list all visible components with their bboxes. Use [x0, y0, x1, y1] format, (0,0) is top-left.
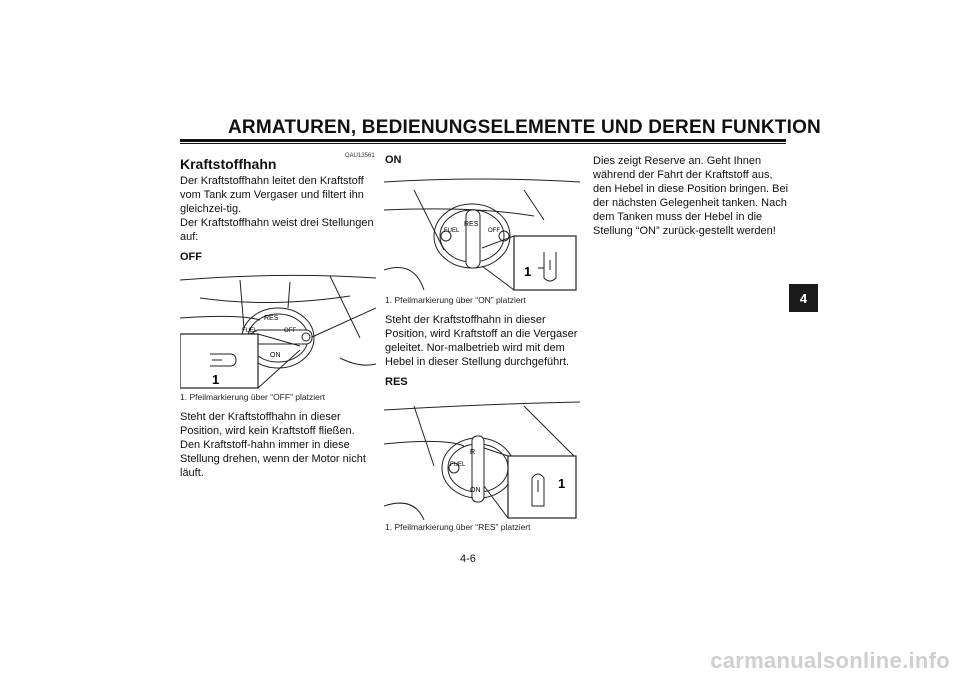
on-fig-res: RES — [464, 221, 479, 228]
on-fig-off: OFF — [488, 228, 500, 234]
off-fig-callout: 1 — [212, 372, 220, 387]
positions-intro: Der Kraftstoffhahn weist drei Stellungen auf: — [180, 217, 374, 243]
off-fig-off: OFF — [284, 328, 296, 334]
on-caption: 1. Pfeilmarkierung über “ON” platziert — [385, 295, 526, 305]
res-inset-box — [508, 456, 576, 518]
header-rule-thin — [180, 143, 786, 144]
res-text: Dies zeigt Reserve an. Geht Ihnen während der Fahrt der Kraftstoff aus, den Hebel in diese Position bringen. Bei der nächsten Gelegenheit tanken. Nach dem Tanken muss der Hebel in die Stellung “ON” zurück-gestellt werden! — [593, 155, 789, 237]
res-fig-r: R — [470, 449, 476, 456]
off-figure — [180, 268, 376, 390]
res-figure — [384, 396, 580, 520]
header-rule-thick — [180, 139, 786, 142]
off-caption: 1. Pfeilmarkierung über “OFF” platziert — [180, 392, 326, 402]
off-fig-fuel: FUEL — [242, 328, 258, 334]
res-caption: 1. Pfeilmarkierung über “RES” platziert — [385, 522, 531, 532]
chapter-tab: 4 — [789, 284, 818, 312]
res-fig-fuel: FUEL — [450, 462, 466, 468]
section-code: GAU13561 — [345, 153, 375, 159]
off-fig-res: RES — [264, 315, 279, 322]
on-text: Steht der Kraftstoffhahn in dieser Position, wird Kraftstoff an die Vergaser geleitet. Nor-malbetrieb wird mit dem Hebel in dieser Stellung durchgeführt. — [385, 314, 578, 368]
on-label: ON — [385, 154, 402, 166]
res-label: RES — [385, 376, 408, 388]
watermark: carmanualsonline.info — [710, 648, 950, 673]
section-intro: Der Kraftstoffhahn leitet den Kraftstoff vom Tank zum Vergaser und filtert ihn gleichzei-tig. — [180, 175, 364, 215]
res-fig-on: ON — [470, 487, 481, 494]
page-header-title: ARMATUREN, BEDIENUNGSELEMENTE UND DEREN FUNKTION — [228, 117, 821, 138]
off-label: OFF — [180, 251, 202, 263]
on-fig-callout: 1 — [524, 264, 532, 279]
on-inset-box — [514, 236, 576, 290]
off-text: Steht der Kraftstoffhahn in dieser Position, wird kein Kraftstoff fließen. Den Kraftstoff-hahn immer in diese Stellung drehen, wenn der Motor nicht läuft. — [180, 411, 366, 479]
page-number: 4-6 — [460, 553, 476, 565]
off-fig-on: ON — [270, 352, 281, 359]
on-fig-fuel: FUEL — [444, 228, 460, 234]
section-title: Kraftstoffhahn — [180, 156, 277, 172]
res-fig-callout: 1 — [558, 476, 566, 491]
on-figure — [384, 170, 580, 292]
